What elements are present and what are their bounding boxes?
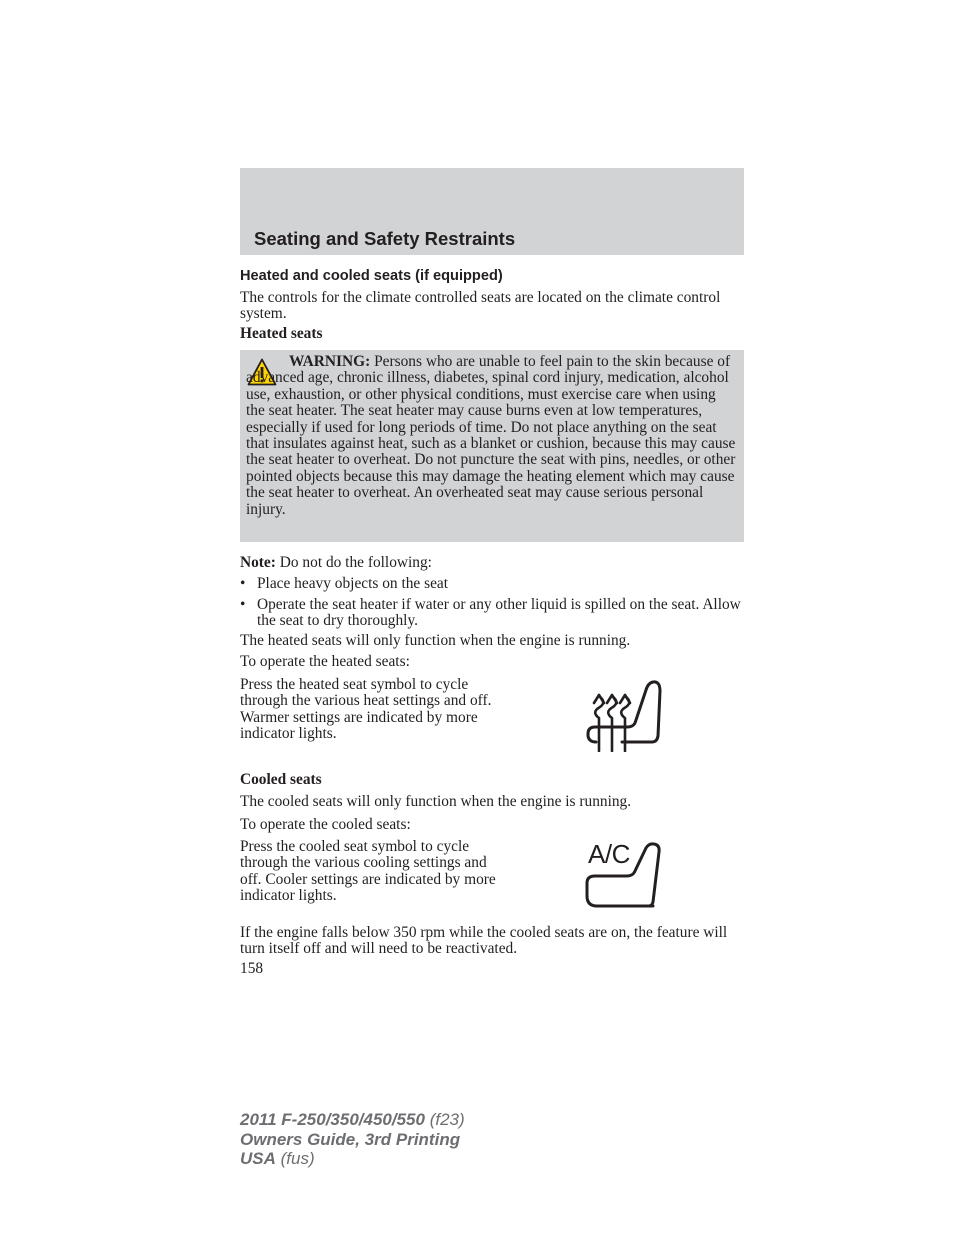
bullet-text: Place heavy objects on the seat	[257, 575, 449, 592]
note-line	[240, 555, 744, 571]
heated-seat-icon	[583, 678, 663, 752]
cooled-operate-paragraph: To operate the cooled seats:	[240, 816, 411, 833]
note-text: Do not do the following:	[279, 554, 432, 571]
heated-operate-paragraph: To operate the heated seats:	[240, 653, 410, 670]
list-item	[240, 576, 744, 593]
footer-model-code: (f23)	[429, 1110, 465, 1129]
list-item	[240, 597, 744, 631]
warning-paragraph	[246, 354, 736, 518]
section-header-band	[240, 168, 744, 255]
note-label: Note:	[240, 554, 276, 571]
heated-seats-heading: Heated seats	[240, 325, 323, 342]
footer-guide: Owners Guide, 3rd Printing	[240, 1129, 461, 1149]
bullet-text: Operate the seat heater if water or any other liquid is spilled on the seat. Allow the seat to dry thoroughly.	[257, 596, 741, 630]
ac-label: A/C	[588, 839, 630, 869]
rpm-paragraph: If the engine falls below 350 rpm while the cooled seats are on, the feature will turn itself off and will need to be reactivated.	[240, 924, 728, 958]
bullet-dot: •	[240, 596, 246, 613]
cooled-seats-heading: Cooled seats	[240, 771, 322, 788]
cooled-seat-icon	[583, 840, 663, 910]
footer-region: USA	[240, 1149, 276, 1168]
warning-box	[240, 350, 744, 542]
cooled-engine-paragraph: The cooled seats will only function when the engine is running.	[240, 793, 632, 810]
intro-heading: Heated and cooled seats (if equipped)	[240, 268, 503, 284]
section-title: Seating and Safety Restraints	[254, 228, 516, 249]
bullet-dot: •	[240, 575, 246, 592]
cooled-instruction-paragraph: Press the cooled seat symbol to cycle through the various cooling settings and off. Cooler settings are indicated by more indicator lights.	[240, 838, 496, 905]
footer-model: 2011 F-250/350/450/550	[240, 1110, 425, 1129]
footer-region-code: (fus)	[280, 1149, 315, 1168]
heated-instruction-paragraph: Press the heated seat symbol to cycle through the various heat settings and off. Warmer settings are indicated by more indicator lights.	[240, 676, 492, 743]
warning-label: WARNING:	[289, 353, 371, 370]
warning-text: Persons who are unable to feel pain to the skin because of advanced age, chronic illness, diabetes, spinal cord injury, medication, alcohol use, exhaustion, or other physical conditions, must exercise care when using the seat heater. The seat heater may cause burns even at low temperatures, especially if used for long periods of time. Do not place anything on the seat that insulates against heat, such as a blanket or cushion, because this may cause the seat heater to overheat. Do not puncture the seat with pins, needles, or other pointed objects because this may damage the heating element which may cause the seat heater to overheat. An overheated seat may cause serious personal injury.	[246, 353, 736, 518]
footer	[240, 1110, 465, 1169]
intro-paragraph: The controls for the climate controlled seats are located on the climate control system.	[240, 289, 721, 323]
heated-engine-paragraph: The heated seats will only function when the engine is running.	[240, 632, 631, 649]
page-number: 158	[240, 960, 264, 977]
